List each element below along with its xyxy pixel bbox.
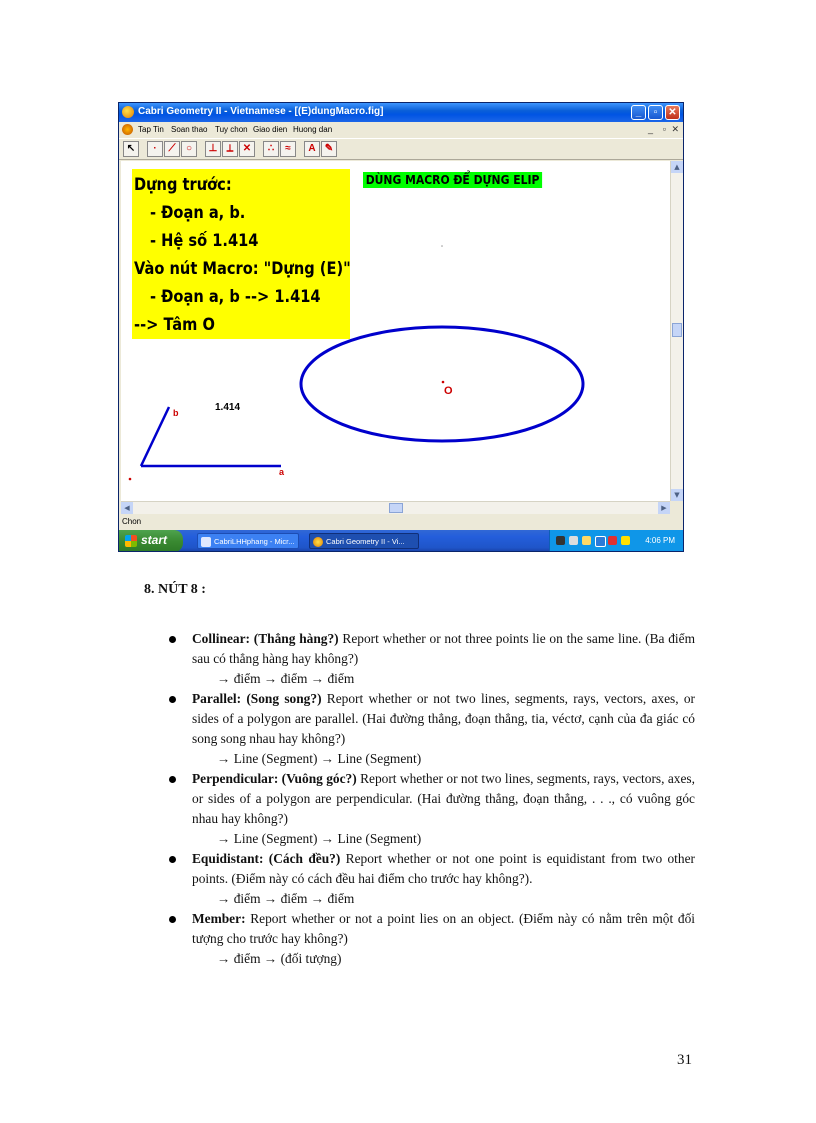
item-description: Report whether or not three points lie on the same line. (Ba điểm sau có thẳng hàng hay không?) [192,631,696,666]
scroll-up-icon[interactable]: ▲ [671,161,683,173]
word-document-icon [201,537,211,547]
start-label: start [141,533,168,547]
maximize-button[interactable]: ▫ [648,105,663,120]
instruction-line: Dựng trước: [134,175,232,195]
list-item [163,689,695,769]
segment-b[interactable] [141,407,169,466]
item-title: Perpendicular: (Vuông góc?) [192,771,357,786]
vertical-scroll-thumb[interactable] [672,323,682,337]
construct-tool-icon[interactable]: ⊥ [205,141,221,157]
macro-title-label: DÙNG MACRO ĐỂ DỰNG ELIP [363,172,542,188]
stray-point [441,245,443,247]
network-icon[interactable] [569,536,578,545]
menu-help[interactable]: Huong dan [293,125,333,134]
free-point[interactable] [129,478,132,481]
taskbar-item-word[interactable] [197,533,299,549]
scroll-right-icon[interactable]: ▶ [658,502,670,514]
document-icon [122,124,133,135]
window-title: Cabri Geometry II - Vietnamese - [(E)dungMacro.fig] [138,106,384,117]
antivirus-icon[interactable] [608,536,617,545]
ellipse-shape[interactable] [301,327,583,441]
pointer-tool-icon[interactable]: ↖ [123,141,139,157]
item-description: Report whether or not two lines, segments, rays, vectors, axes, or sides of a polygon are perpendicular. (Hai đường thẳng, đoạn thẳng, . . ., có vuông góc nhau hay không?) [192,771,695,826]
instruction-line: Vào nút Macro: "Dựng (E)" [134,259,351,279]
geometry-drawing [121,161,670,501]
menu-edit[interactable]: Soan thao [171,125,208,134]
cabri-window [118,102,684,552]
taskbar-item-label: CabriLHHphang - Micr... [214,537,295,546]
line-tool-icon[interactable]: ⟋ [164,141,180,157]
center-o-label: O [444,385,453,397]
bullet-icon [169,856,176,863]
cabri-app-icon [122,106,134,118]
taskbar-item-cabri[interactable] [309,533,419,549]
point-b-label: b [173,408,179,418]
check-tool-icon[interactable]: ∴ [263,141,279,157]
menu-interface[interactable]: Giao dien [253,125,288,134]
item-arguments: → điểm → (đối tượng) [217,951,342,966]
menu-bar [119,122,683,138]
horizontal-scroll-thumb[interactable] [389,503,403,513]
center-point[interactable] [442,381,445,384]
pen-icon[interactable] [556,536,565,545]
transform-tool-icon[interactable]: ⟂ [222,141,238,157]
bullet-icon [169,696,176,703]
cabri-app-icon [313,537,323,547]
status-bar [119,515,683,529]
doc-restore-icon[interactable]: ▫ [662,124,666,134]
bullet-icon [169,916,176,923]
point-a-label: a [279,467,285,477]
item-arguments: → điểm → điểm → điểm [217,891,355,906]
item-description: Report whether or not one point is equidistant from two other points. (Điểm này có cách đều hai điểm cho trước hay không?). [192,851,695,886]
menu-file[interactable]: Tap Tin [138,125,164,134]
doc-minimize-icon[interactable]: _ [647,124,653,134]
shield-icon[interactable] [595,536,606,547]
point-tool-icon[interactable]: · [147,141,163,157]
taskbar [119,530,683,552]
item-title: Collinear: (Thẳng hàng?) [192,631,339,646]
item-title: Member: [192,911,246,926]
item-title: Equidistant: (Cách đều?) [192,851,341,866]
measure-tool-icon[interactable]: ≈ [280,141,296,157]
item-description: Report whether or not two lines, segments, rays, vectors, axes, or sides of a polygon are parallel. (Hai đường thẳng, đoạn thẳng, tia, véctơ, cạnh của đa giác có song song nhau hay không?) [192,691,695,746]
command-list [163,629,695,969]
item-arguments: → Line (Segment) → Line (Segment) [217,831,422,846]
scroll-down-icon[interactable]: ▼ [671,489,683,501]
scroll-left-icon[interactable]: ◀ [121,502,133,514]
macro-tool-icon[interactable]: ✕ [239,141,255,157]
close-button[interactable]: ✕ [665,105,680,120]
system-tray [549,530,683,552]
item-arguments: → điểm → điểm → điểm [217,671,355,686]
instruction-line: - Đoạn a, b. [150,203,246,223]
coefficient-label: 1.414 [215,402,241,413]
taskbar-item-label: Cabri Geometry II - Vi... [326,537,405,546]
vertical-scrollbar[interactable] [670,161,683,501]
start-button[interactable] [119,530,183,552]
bullet-icon [169,776,176,783]
list-item [163,629,695,689]
item-description: Report whether or not a point lies on an object. (Điểm này có nằm trên một đối tượng cho trước hay không?) [192,911,695,946]
drawing-canvas[interactable] [121,161,670,501]
instruction-line: - Hệ số 1.414 [150,231,259,251]
horizontal-scrollbar[interactable] [121,501,670,514]
instruction-line: --> Tâm O [134,315,215,335]
item-title: Parallel: (Song song?) [192,691,322,706]
menu-options[interactable]: Tuy chon [215,125,248,134]
status-text: Chon [122,517,142,526]
title-bar [119,103,683,122]
clock: 4:06 PM [645,536,675,545]
minimize-button[interactable]: _ [631,105,646,120]
page-number: 31 [677,1052,692,1068]
language-icon[interactable] [621,536,630,545]
text-tool-icon[interactable]: A [304,141,320,157]
list-item [163,849,695,909]
list-item [163,769,695,849]
section-heading: 8. NÚT 8 : [144,582,206,597]
windows-logo-icon [125,535,137,547]
item-arguments: → Line (Segment) → Line (Segment) [217,751,422,766]
instruction-line: - Đoạn a, b --> 1.414 [150,287,321,307]
list-item [163,909,695,969]
draw-tool-icon[interactable]: ✎ [321,141,337,157]
doc-close-icon[interactable]: ✕ [671,124,679,134]
circle-tool-icon[interactable]: ○ [181,141,197,157]
tool-bar [119,138,683,160]
help-icon[interactable] [582,536,591,545]
bullet-icon [169,636,176,643]
